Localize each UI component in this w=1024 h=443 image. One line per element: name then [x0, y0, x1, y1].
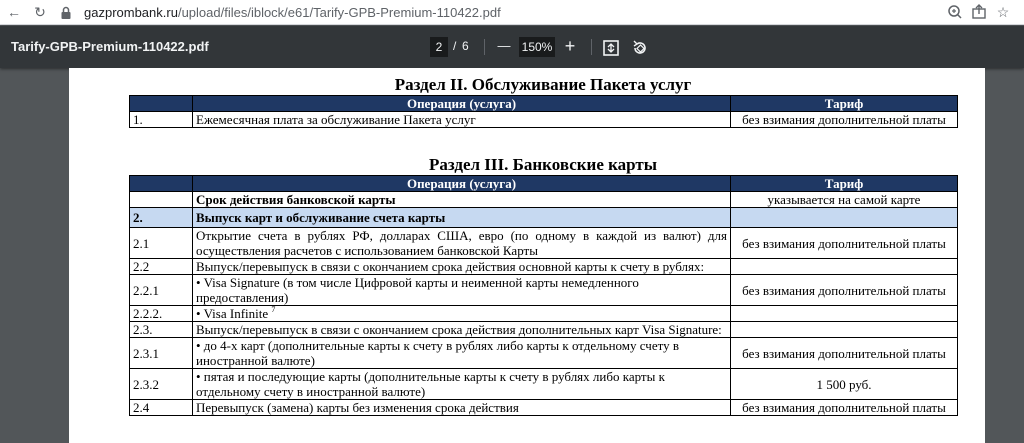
url-field[interactable]	[58, 2, 1018, 23]
table-row	[130, 112, 958, 128]
fit-page-icon[interactable]	[601, 37, 621, 59]
section-3-table	[129, 175, 958, 416]
rotate-icon[interactable]	[630, 37, 650, 59]
row-operation: • до 4-х карт (дополнительные карты к счету в рублях либо карты к отдельному счету в иностранной валюте)	[193, 338, 731, 369]
header-num-cell	[130, 176, 193, 192]
header-tariff: Тариф	[731, 96, 958, 112]
section-3-title: Раздел III. Банковские карты	[428, 155, 658, 174]
url-path: /upload/files/iblock/e61/Tarify-GPB-Premium-110422.pdf	[177, 5, 501, 20]
row-operation: Открытие счета в рублях РФ, долларах США, евро (по одному в каждой из валют) для осуществления расчетов с использованием банковской Карты	[193, 228, 731, 259]
header-operation: Операция (услуга)	[193, 96, 731, 112]
section-2-table	[129, 95, 958, 128]
row-operation: Выпуск карт и обслуживание счета карты	[193, 208, 731, 228]
table-group-row	[130, 208, 958, 228]
row-operation: Выпуск/перевыпуск в связи с окончанием срока действия дополнительных карт Visa Signature:	[193, 322, 731, 338]
row-operation: Срок действия банковской карты	[193, 192, 731, 208]
toolbar-divider	[484, 39, 485, 55]
row-tariff: без взимания дополнительной платы	[731, 275, 958, 306]
share-icon[interactable]	[970, 3, 988, 21]
table-row	[130, 369, 958, 400]
section-2	[129, 75, 957, 128]
row-num: 2.4	[130, 400, 193, 416]
bookmark-star-icon[interactable]: ☆	[996, 4, 1010, 20]
row-operation: • Visa Signature (в том числе Цифровой карты и неименной карты немедленного предоставления)	[193, 275, 731, 306]
table-header	[130, 96, 958, 112]
row-tariff	[731, 208, 958, 228]
reload-icon[interactable]: ↻	[34, 4, 46, 20]
row-tariff	[731, 306, 958, 322]
toolbar-divider	[591, 39, 592, 55]
row-tariff: без взимания дополнительной платы	[731, 338, 958, 369]
url-host: gazprombank.ru	[84, 5, 178, 20]
row-operation	[193, 306, 731, 322]
row-operation-text: • Visa Infinite	[196, 306, 269, 321]
table-header	[130, 176, 958, 192]
row-num	[130, 192, 193, 208]
browser-address-bar	[0, 0, 1024, 25]
row-tariff: 1 500 руб.	[731, 369, 958, 400]
document-title: Tarify-GPB-Premium-110422.pdf	[11, 39, 209, 54]
row-tariff	[731, 322, 958, 338]
zoom-magnifier-icon[interactable]	[946, 3, 964, 21]
pdf-toolbar	[0, 26, 1024, 68]
row-operation: • пятая и последующие карты (дополнительные карты к счету в рублях либо карты к отдельному счету в иностранной валюте)	[193, 369, 731, 400]
row-num: 1.	[130, 112, 193, 128]
page-number-input[interactable]: 2	[430, 37, 448, 57]
header-operation: Операция (услуга)	[193, 176, 731, 192]
table-row	[130, 306, 958, 322]
header-num-cell	[130, 96, 193, 112]
back-arrow-icon[interactable]: ←	[7, 4, 21, 20]
row-tariff: указывается на самой карте	[731, 192, 958, 208]
row-num: 2.3.2	[130, 369, 193, 400]
table-row	[130, 259, 958, 275]
section-3	[129, 155, 957, 416]
row-num: 2.3.	[130, 322, 193, 338]
row-num: 2.2	[130, 259, 193, 275]
row-tariff: без взимания дополнительной платы	[731, 400, 958, 416]
row-num: 2.	[130, 208, 193, 228]
table-row	[130, 322, 958, 338]
row-tariff: без взимания дополнительной платы	[731, 112, 958, 128]
row-operation: Перевыпуск (замена) карты без изменения срока действия	[193, 400, 731, 416]
url-text[interactable]	[84, 5, 501, 20]
zoom-input[interactable]: 150%	[519, 37, 555, 57]
row-num: 2.2.1	[130, 275, 193, 306]
header-tariff: Тариф	[731, 176, 958, 192]
lock-icon[interactable]	[58, 5, 74, 21]
table-row	[130, 192, 958, 208]
table-row	[130, 400, 958, 416]
section-2-title: Раздел II. Обслуживание Пакета услуг	[394, 75, 692, 94]
footnote-ref: 7	[271, 305, 276, 314]
row-tariff	[731, 259, 958, 275]
zoom-out-button[interactable]: —	[497, 38, 511, 53]
row-operation: Ежемесячная плата за обслуживание Пакета услуг	[193, 112, 731, 128]
row-num: 2.2.2.	[130, 306, 193, 322]
row-num: 2.3.1	[130, 338, 193, 369]
row-tariff: без взимания дополнительной платы	[731, 228, 958, 259]
zoom-in-button[interactable]: +	[564, 36, 576, 56]
row-num: 2.1	[130, 228, 193, 259]
row-operation: Выпуск/перевыпуск в связи с окончанием срока действия основной карты к счету в рублях:	[193, 259, 731, 275]
pdf-page	[69, 68, 985, 443]
table-row	[130, 275, 958, 306]
page-separator: /	[453, 39, 457, 53]
page-total: 6	[462, 39, 469, 53]
table-row	[130, 228, 958, 259]
table-row	[130, 338, 958, 369]
